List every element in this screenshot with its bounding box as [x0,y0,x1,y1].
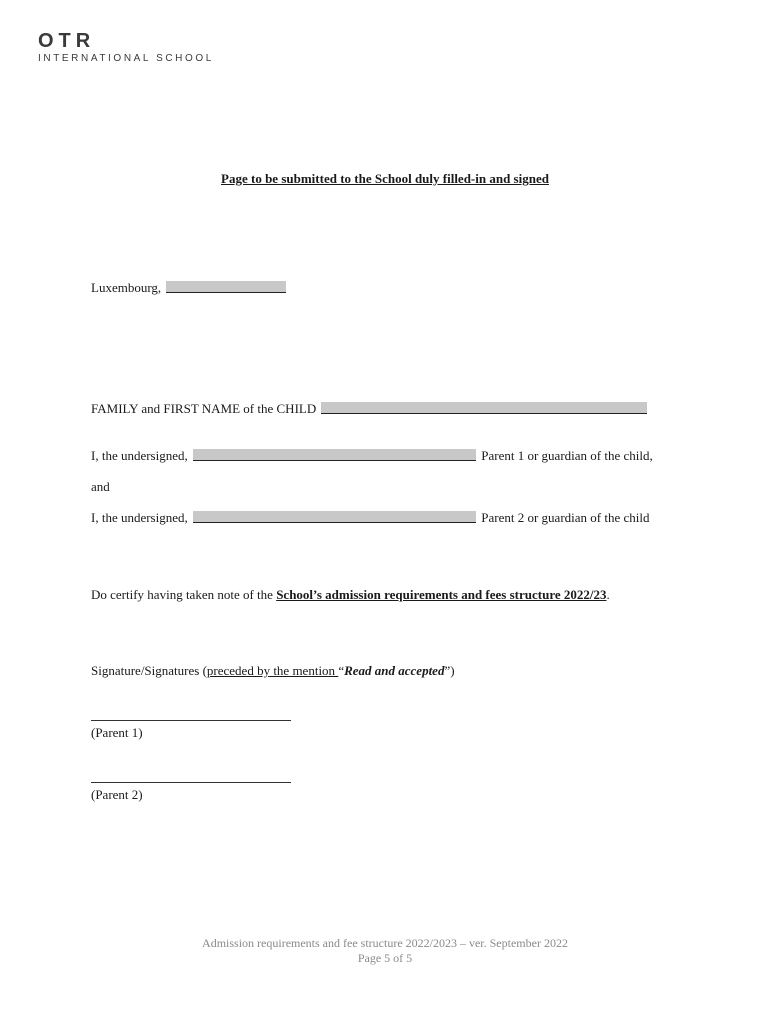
school-logo [38,30,214,64]
parent2-prefix: I, the undersigned, [91,510,188,525]
child-line [91,401,649,417]
signature-label: Signature/Signatures ( [91,663,207,678]
signature-line-parent1[interactable] [91,709,291,725]
parent1-line [91,448,653,464]
footer-document-title: Admission requirements and fee structure 2022/2023 – ver. September 2022 [202,936,568,950]
parent2-suffix: Parent 2 or guardian of the child [481,510,650,525]
place-label: Luxembourg, [91,280,162,295]
parent1-signature-label: (Parent 1) [91,725,143,740]
certify-line [91,587,610,603]
place-line [91,280,288,296]
quote-open: “ [338,663,345,678]
certify-prefix: Do certify having taken note of the [91,587,273,602]
date-field[interactable] [166,281,286,293]
admission-requirements-link[interactable]: School’s admission requirements and fees structure 2022/23 [276,587,607,602]
parent1-name-field[interactable] [193,449,476,461]
signature-mention: preceded by the mention [206,663,339,678]
logo-mark: OTR [38,30,96,52]
parent1-prefix: I, the undersigned, [91,448,188,463]
signature-field-parent1[interactable] [91,709,291,721]
quote-close: ”) [444,663,455,678]
child-name-field[interactable] [321,402,647,414]
parent2-line [91,510,650,526]
logo-subtitle: INTERNATIONAL SCHOOL [38,53,214,64]
page-footer [0,936,770,966]
and-text: and [91,479,110,494]
signature-instruction [91,663,455,679]
page-heading: Page to be submitted to the School duly filled-in and signed [221,171,549,186]
certify-suffix: . [606,587,610,602]
footer-page-number: Page 5 of 5 [357,951,413,965]
signature-field-parent2[interactable] [91,771,291,783]
child-label: FAMILY and FIRST NAME of the CHILD [91,401,317,416]
parent2-name-field[interactable] [193,511,476,523]
parent2-signature-label: (Parent 2) [91,787,143,802]
parent1-suffix: Parent 1 or guardian of the child, [481,448,653,463]
read-and-accepted: Read and accepted [344,663,445,678]
signature-line-parent2[interactable] [91,771,291,787]
